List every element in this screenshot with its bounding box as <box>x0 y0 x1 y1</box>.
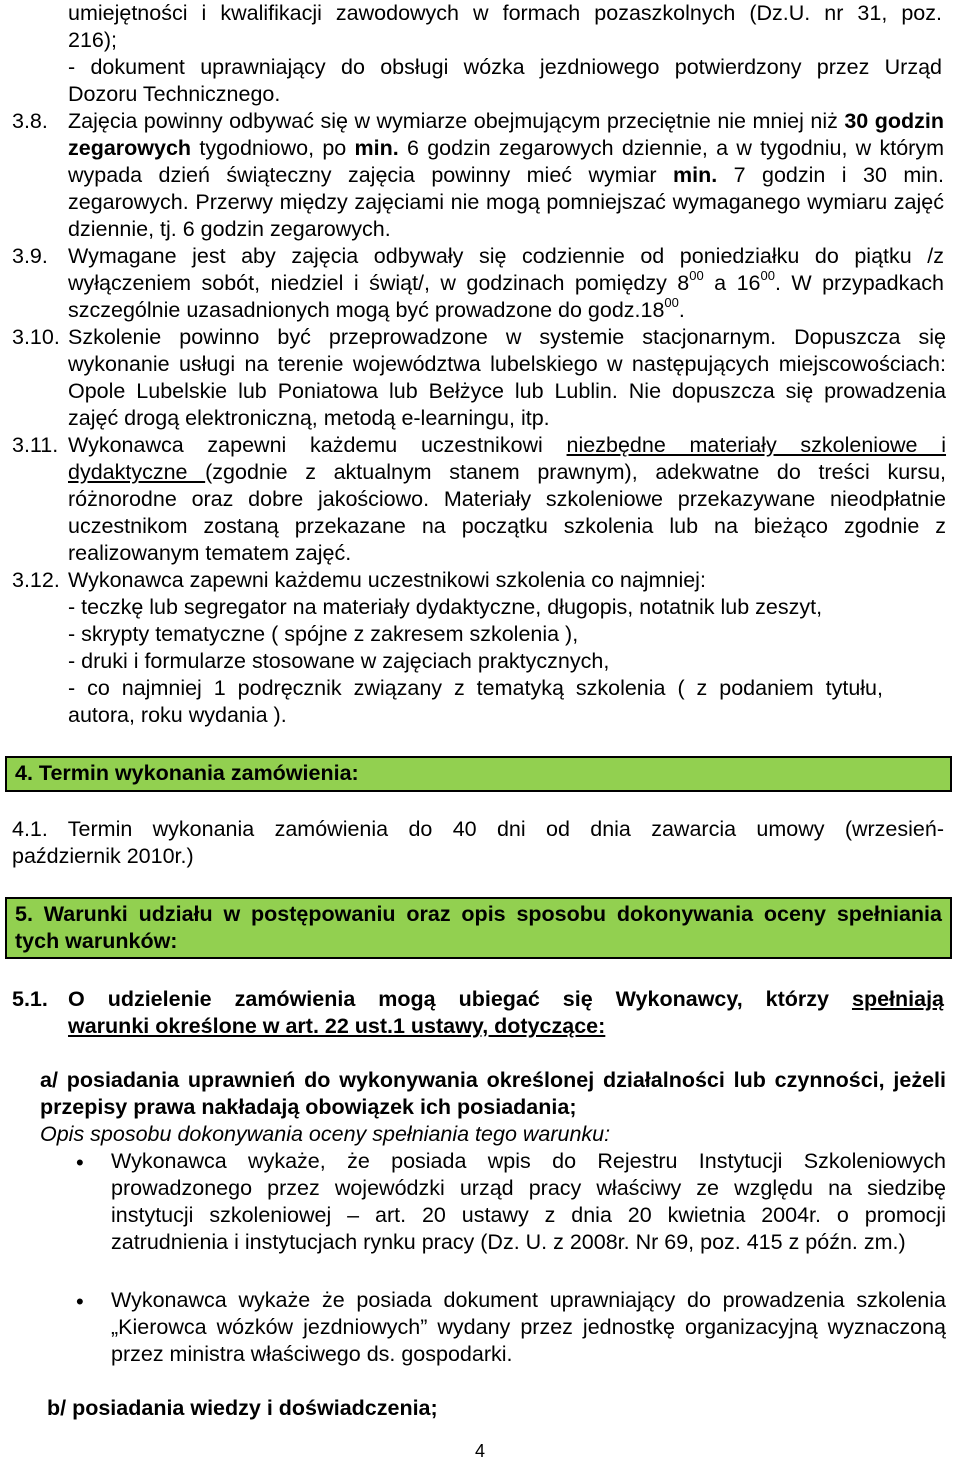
section-5-1-number: 5.1. <box>12 987 48 1011</box>
section-3-12-number: 3.12. <box>12 568 60 592</box>
section-3-9-sup-1: 00 <box>689 268 704 283</box>
list-item-continuation: autora, roku wydania ). <box>68 703 287 727</box>
list-item: - skrypty tematyczne ( spójne z zakresem szkolenia ), <box>68 622 579 646</box>
top-line-4: Dozoru Technicznego. <box>68 82 281 106</box>
top-line-1: umiejętności i kwalifikacji zawodowych w formach pozaszkolnych (Dz.U. nr 31, poz. <box>68 1 942 25</box>
list-item: - teczkę lub segregator na materiały dydaktyczne, długopis, notatnik lub zeszyt, <box>68 595 823 619</box>
section-4-1-line-1: 4.1. Termin wykonania zamówienia do 40 dni od dnia zawarcia umowy (wrzesień- <box>12 817 944 841</box>
list-item: - druki i formularze stosowane w zajęciach praktycznych, <box>68 649 610 673</box>
section-3-8-bold-hours: 30 godzin zegarowych <box>68 109 944 160</box>
section-3-11-text <box>68 432 946 567</box>
section-5-heading: 5. Warunki udziału w postępowaniu oraz opis sposobu dokonywania oceny spełniania tych warunków: <box>5 897 952 959</box>
section-3-10-text: Szkolenie powinno być przeprowadzone w systemie stacjonarnym. Dopuszcza się wykonanie usługi na terenie województwa lubelskiego w następujących miejscowościach: Opole Lubelskie lub Poniatowa lub Bełżyce lub Lublin. Nie dopuszcza się prowadzenia zajęć drogą elektroniczną, metodą e-learningu, itp. <box>68 325 946 430</box>
section-3-11-a: Wykonawca zapewni każdemu uczestnikowi <box>68 433 567 457</box>
section-3-8-number: 3.8. <box>12 109 48 133</box>
section-4-heading: 4. Termin wykonania zamówienia: <box>5 756 952 792</box>
section-3-8-c: 6 godzin zegarowych dziennie, a w tygodniu, w którym wypada dzień świąteczny zajęcia powinny mieć wymiar <box>68 136 944 187</box>
condition-b-title: b/ posiadania wiedzy i doświadczenia; <box>47 1396 438 1420</box>
section-3-9-c: . W przypadkach szczególnie uzasadnionych mogą być prowadzone do godz.18 <box>68 271 944 322</box>
condition-a-description-label: Opis sposobu dokonywania oceny spełniania tego warunku: <box>40 1122 611 1146</box>
section-3-9-b: a 16 <box>703 271 761 295</box>
list-item: - co najmniej 1 podręcznik związany z tematyką szkolenia ( z podaniem tytułu, <box>68 676 883 700</box>
condition-a-title: a/ posiadania uprawnień do wykonywania określonej działalności lub czynności, jeżeli przepisy prawa nakładają obowiązek ich posiadania; <box>40 1068 946 1119</box>
bullet-icon: • <box>76 1150 84 1175</box>
section-3-11-b: (zgodnie z aktualnym stanem prawnym), adekwatne do treści kursu, różnorodne oraz dobre jakościowo. Materiały szkoleniowe przekazywane nieodpłatnie uczestnikom zostaną przekazane na początku szkolenia lub na bieżąco zgodnie z realizowanym tematem zajęć. <box>68 460 946 565</box>
top-line-3: - dokument uprawniający do obsługi wózka jezdniowego potwierdzony przez Urząd <box>68 55 942 79</box>
condition-a-bullet-2: Wykonawca wykaże że posiada dokument uprawniający do prowadzenia szkolenia „Kierowca wózków jezdniowych” wydany przez jednostkę organizacyjną wyznaczoną przez ministra właściwego ds. gospodarki. <box>111 1288 946 1366</box>
section-3-8-min-2: min. <box>672 163 718 187</box>
section-3-9-d: . <box>678 298 685 322</box>
section-3-11-number: 3.11. <box>12 433 59 457</box>
condition-a-bullet-1: Wykonawca wykaże, że posiada wpis do Rejestru Instytucji Szkoleniowych prowadzonego przez wojewódzki urząd pracy właściwy ze względu na siedzibę instytucji szkoleniowej – art. 20 ustawy z dnia 20 kwietnia 2004r. o promocji zatrudnienia i instytucjach rynku pracy (Dz. U. z 2008r. Nr 69, poz. 415 z późn. zm.) <box>111 1149 946 1254</box>
section-5-1-line-1 <box>68 986 944 1013</box>
page-number: 4 <box>474 1441 485 1461</box>
section-3-9-sup-2: 00 <box>760 268 775 283</box>
section-3-10-number: 3.10. <box>12 325 60 349</box>
bullet-icon: • <box>76 1289 84 1314</box>
section-3-8-d: 7 godzin i 30 min. zegarowych. <box>68 163 944 214</box>
section-3-9-number: 3.9. <box>12 244 48 268</box>
section-3-8-min-1: min. <box>354 136 399 160</box>
section-3-9-a: Wymagane jest aby zajęcia odbywały się codziennie od poniedziałku do piątku /z wyłączeniem sobót, niedziel i świąt/, w godzinach pomiędzy 8 <box>68 244 944 295</box>
section-3-8-a: Zajęcia powinny odbywać się w wymiarze obejmującym przeciętnie nie mniej niż <box>68 109 838 133</box>
section-5-1-underlined-1: spełniają <box>851 987 944 1011</box>
section-3-8-b: tygodniowo, po <box>191 136 355 160</box>
section-5-1-underlined-2: warunki określone w art. 22 ust.1 ustawy, dotyczące: <box>68 1014 606 1038</box>
section-3-8-text <box>68 108 944 243</box>
section-3-9-sup-3: 00 <box>664 295 679 310</box>
section-4-1-line-2: październik 2010r.) <box>12 844 194 868</box>
top-line-2: 216); <box>68 28 118 52</box>
section-3-11-underlined: niezbędne materiały szkoleniowe i dydaktyczne <box>68 433 947 484</box>
section-5-1-a: O udzielenie zamówienia mogą ubiegać się Wykonawcy, którzy <box>68 987 852 1011</box>
section-3-12-intro: Wykonawca zapewni każdemu uczestnikowi szkolenia co najmniej: <box>68 568 706 592</box>
section-3-8-e: Przerwy między zajęciami nie mogą pomniejszać wymaganego wymiaru zajęć dziennie, tj. 6 godzin zegarowych. <box>68 190 944 241</box>
section-3-9-text <box>68 243 944 324</box>
